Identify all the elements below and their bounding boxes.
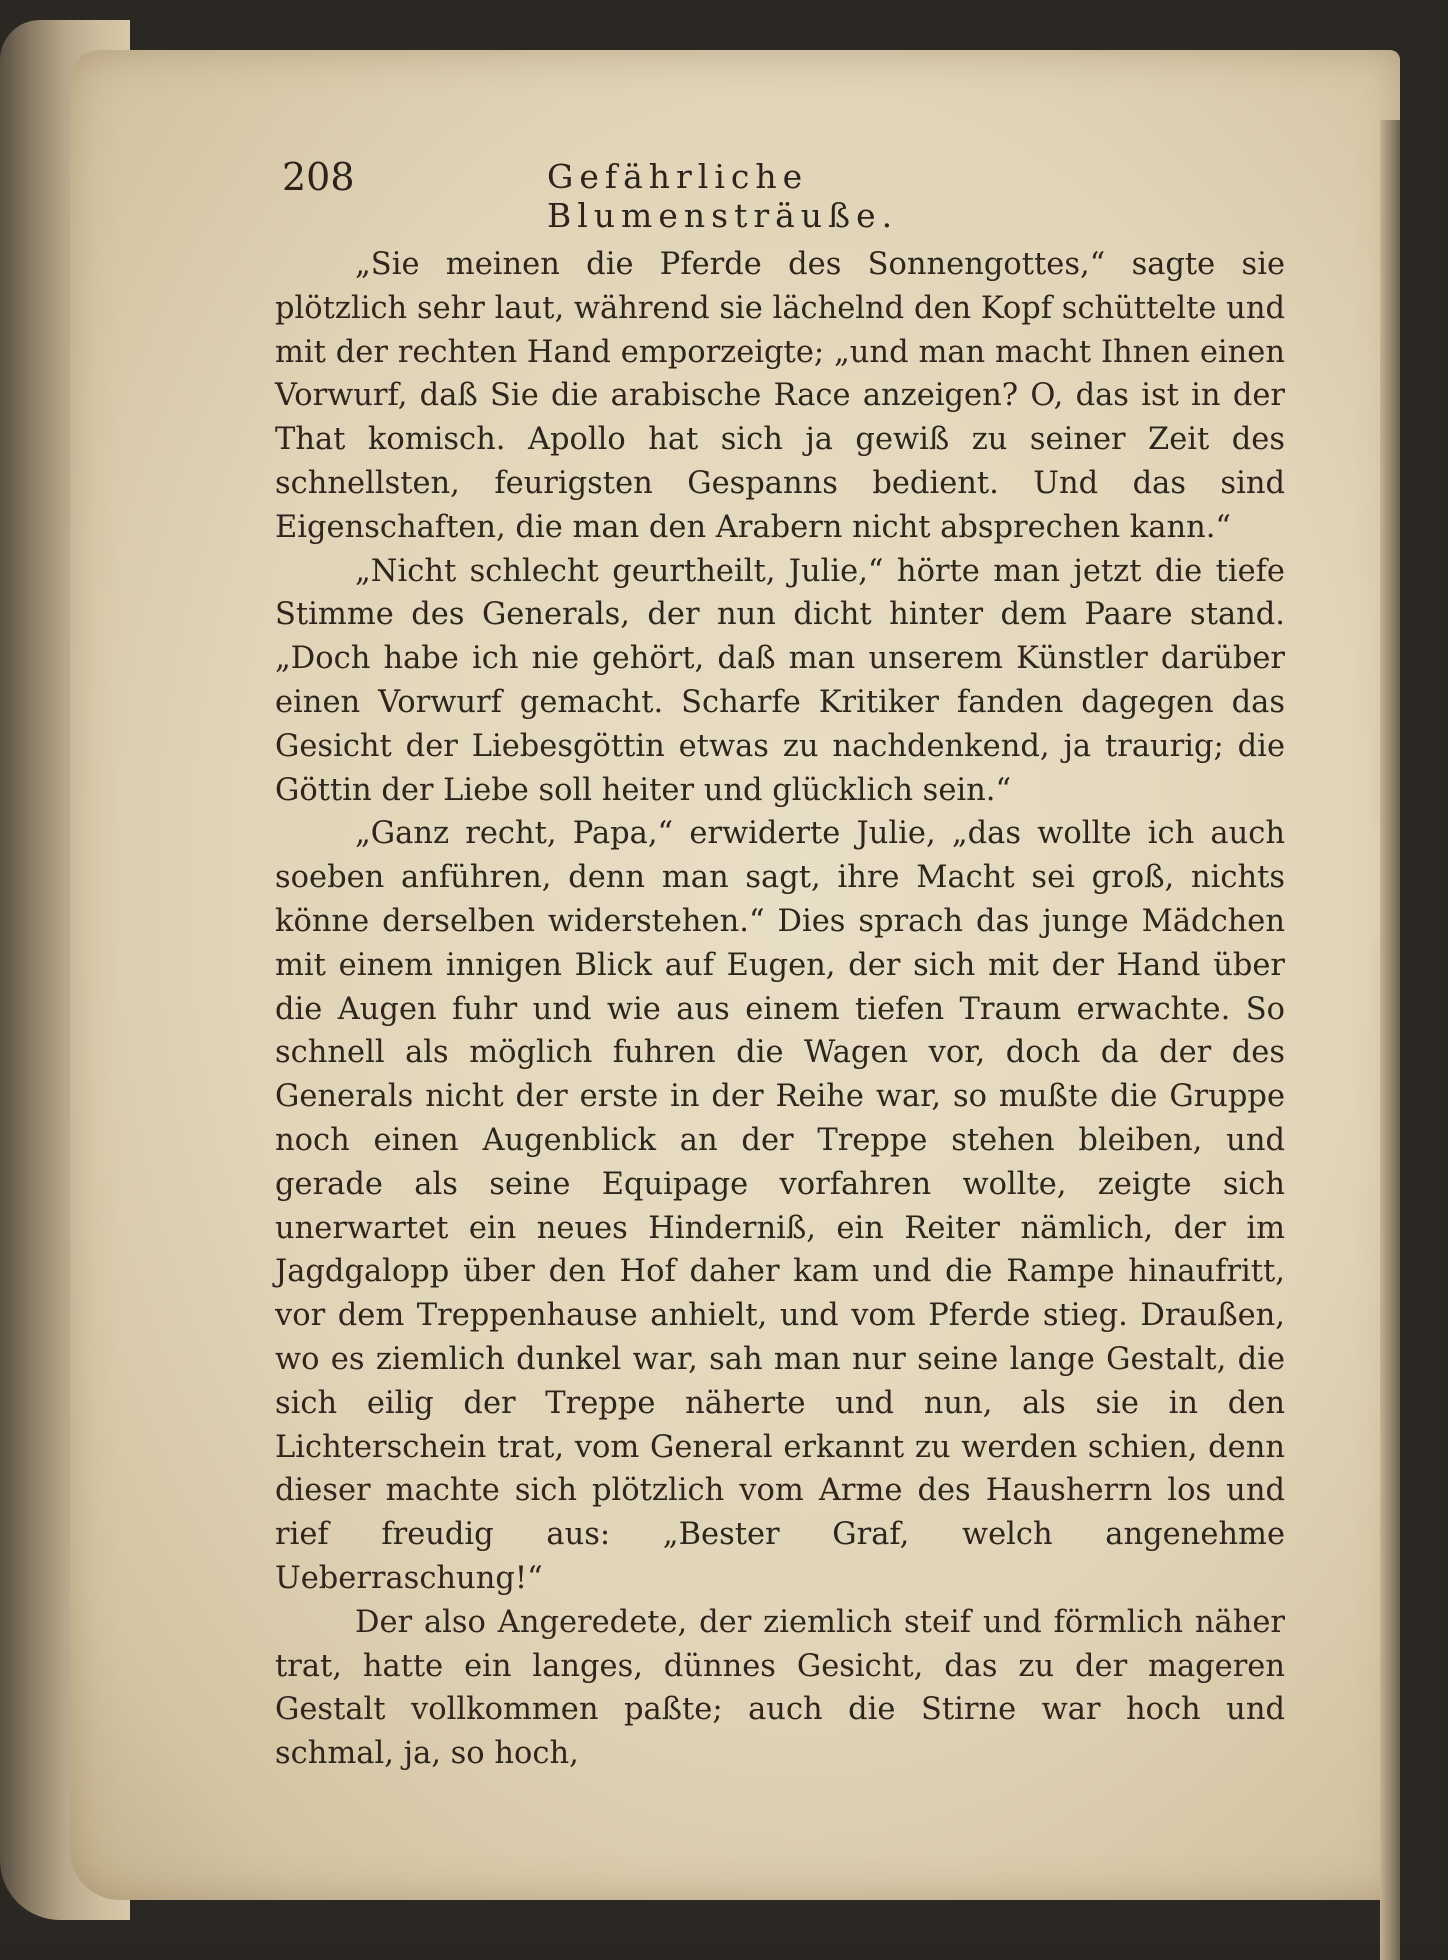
paragraph-4: Der also Angeredete, der ziemlich steif und förmlich näher trat, hatte ein langes, dünnes Gesicht, das zu der mageren Gestalt vollkommen paßte; auch die Stirne war hoch und schmal, ja, so hoch, xyxy=(275,1604,1285,1772)
paragraph-2: „Nicht schlecht geurtheilt, Julie,“ hörte man jetzt die tiefe Stimme des Generals, der nun dicht hinter dem Paare stand. „Doch habe ich nie gehört, daß man unserem Künstler darüber einen Vorwurf gemacht. Scharfe Kritiker fanden dagegen das Gesicht der Liebesgöttin etwas zu nachdenkend, ja traurig; die Göttin der Liebe soll heiter und glücklich sein.“ xyxy=(275,553,1285,808)
paragraph-3: „Ganz recht, Papa,“ erwiderte Julie, „das wollte ich auch soeben anführen, denn man sagt, ihre Macht sei groß, nichts könne derselben widerstehen.“ Dies sprach das junge Mädchen mit einem innigen Blick auf Eugen, der sich mit der Hand über die Augen fuhr und wie aus einem tiefen Traum erwachte. So schnell als möglich fuhren die Wagen vor, doch da der des Generals nicht der erste in der Reihe war, so mußte die Gruppe noch einen Augenblick an der Treppe stehen bleiben, und gerade als seine Equipage vorfahren wollte, zeigte sich unerwartet ein neues Hinderniß, ein Reiter nämlich, der im Jagdgalopp über den Hof daher kam und die Rampe hinaufritt, vor dem Treppenhause anhielt, und vom Pferde stieg. Draußen, wo es ziemlich dunkel war, sah man nur seine lange Gestalt, die sich eilig der Treppe näherte und nun, als sie in den Lichterschein trat, vom General erkannt zu werden schien, denn dieser machte sich plötzlich vom Arme des Hausherrn los und rief freudig aus: „Bester Graf, welch angenehme Ueberraschung!“ xyxy=(275,816,1285,1596)
page-number: 208 xyxy=(282,155,355,199)
running-title: Gefährliche Blumensträuße. xyxy=(547,157,899,235)
book-gutter xyxy=(1380,120,1400,1960)
body-text xyxy=(275,243,1285,1776)
paragraph-1: „Sie meinen die Pferde des Sonnengottes,“ sagte sie plötzlich sehr laut, während sie lächelnd den Kopf schüttelte und mit der rechten Hand emporzeigte; „und man macht Ihnen einen Vorwurf, daß Sie die arabische Race anzeigen? O, das ist in der That komisch. Apollo hat sich ja gewiß zu seiner Zeit des schnellsten, feurigsten Gespanns bedient. Und das sind Eigenschaften, die man den Arabern nicht absprechen kann.“ xyxy=(275,247,1285,545)
page-header xyxy=(282,155,1042,235)
